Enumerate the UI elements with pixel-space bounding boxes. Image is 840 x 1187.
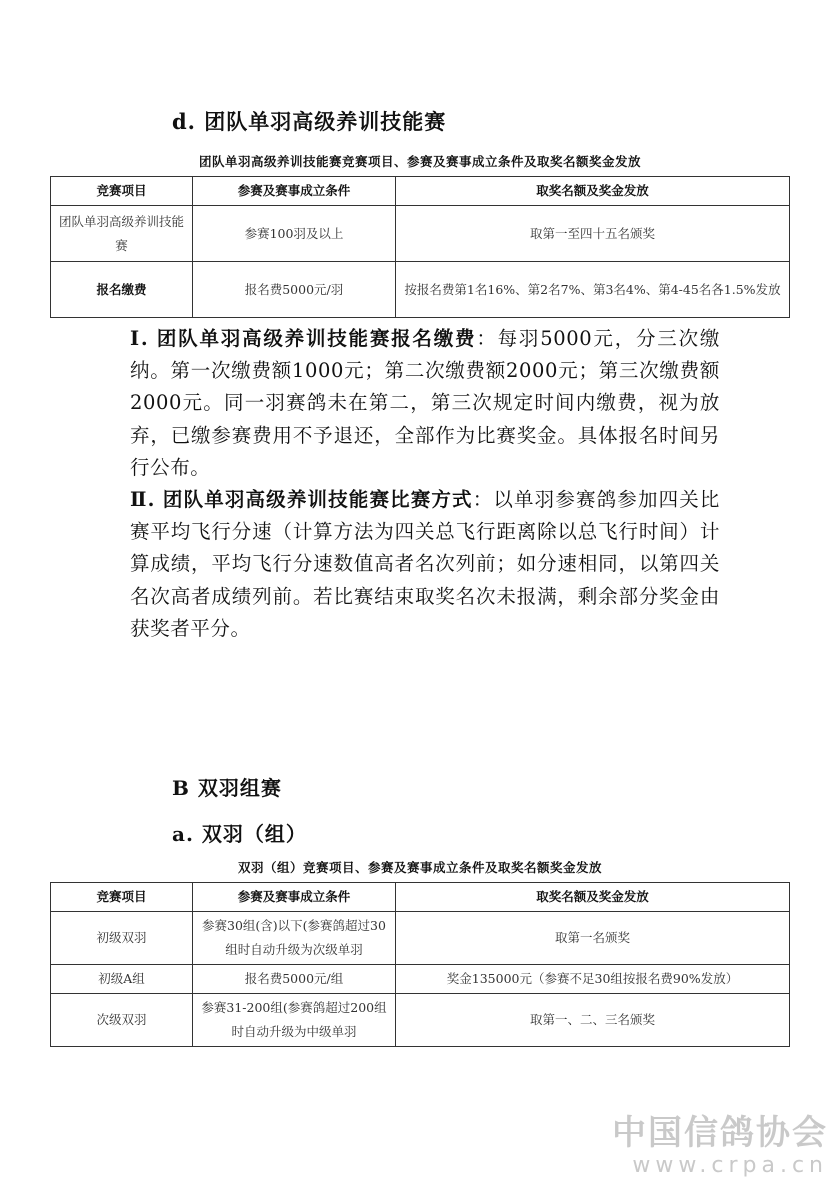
watermark-name: 中国信鸽协会 (612, 1113, 828, 1153)
table-cell: 参赛100羽及以上 (193, 206, 396, 262)
table-cell: 报名缴费 (51, 262, 193, 318)
paragraph-text: ：每羽5000元，分三次缴纳。第一次缴费额1000元；第二次缴费额2000元；第三次缴费额2000元。同一羽赛鸽未在第二，第三次规定时间内缴费，视为放弃，已缴参赛费用不予退还，全部作为比赛奖金。具体报名时间另行公布。 (130, 327, 720, 479)
table-cell: 奖金135000元（参赛不足30组按报名费90%发放） (396, 965, 790, 994)
section-B-subheading: a. 双羽（组） (172, 822, 307, 846)
table-header-cell: 参赛及赛事成立条件 (193, 883, 396, 912)
table-header-cell: 取奖名额及奖金发放 (396, 177, 790, 206)
table-B (50, 882, 790, 1047)
table-cell: 按报名费第1名16%、第2名7%、第3名4%、第4-45名各1.5%发放 (396, 262, 790, 318)
table-header-cell: 参赛及赛事成立条件 (193, 177, 396, 206)
table-cell: 报名费5000元/组 (193, 965, 396, 994)
paragraph-label: Ⅱ. 团队单羽高级养训技能赛比赛方式 (130, 488, 473, 512)
table-cell: 取第一名颁奖 (396, 912, 790, 965)
table-cell: 团队单羽高级养训技能赛 (51, 206, 193, 262)
table-header-cell: 取奖名额及奖金发放 (396, 883, 790, 912)
table-cell: 报名费5000元/羽 (193, 262, 396, 318)
table-B-caption: 双羽（组）竞赛项目、参赛及赛事成立条件及取奖名额奖金发放 (237, 860, 602, 875)
section-d-body (130, 323, 720, 645)
table-cell: 参赛30组(含)以下(参赛鸽超过30组时自动升级为次级单羽 (193, 912, 396, 965)
paragraph-text: ：以单羽参赛鸽参加四关比赛平均飞行分速（计算方法为四关总飞行距离除以总飞行时间）计算成绩，平均飞行分速数值高者名次列前；如分速相同，以第四关名次高者成绩列前。若比赛结束取奖名次未报满，剩余部分奖金由获奖者平分。 (130, 488, 721, 640)
section-B-heading: B 双羽组赛 (172, 776, 282, 800)
table-header-cell: 竞赛项目 (51, 883, 193, 912)
table-row (51, 262, 790, 318)
section-d-heading: d. 团队单羽高级养训技能赛 (172, 109, 447, 134)
table-row (51, 206, 790, 262)
table-header-row (51, 883, 790, 912)
table-cell: 参赛31-200组(参赛鸽超过200组时自动升级为中级单羽 (193, 994, 396, 1047)
table-header-cell: 竞赛项目 (51, 177, 193, 206)
paragraph-label: Ⅰ. 团队单羽高级养训技能赛报名缴费 (130, 327, 477, 350)
table-cell: 初级A组 (51, 965, 193, 994)
table-cell: 取第一至四十五名颁奖 (396, 206, 790, 262)
table-cell: 初级双羽 (51, 912, 193, 965)
table-header-row (51, 177, 790, 206)
watermark (612, 1113, 828, 1179)
watermark-url: www.crpa.cn (632, 1153, 828, 1178)
table-d (50, 176, 790, 318)
paragraph-competition-method (130, 484, 720, 645)
paragraph-entry-fee (130, 323, 720, 484)
table-row (51, 965, 790, 994)
table-row (51, 912, 790, 965)
table-d-caption: 团队单羽高级养训技能赛竞赛项目、参赛及赛事成立条件及取奖名额奖金发放 (198, 154, 641, 169)
table-cell: 取第一、二、三名颁奖 (396, 994, 790, 1047)
table-row (51, 994, 790, 1047)
table-cell: 次级双羽 (51, 994, 193, 1047)
